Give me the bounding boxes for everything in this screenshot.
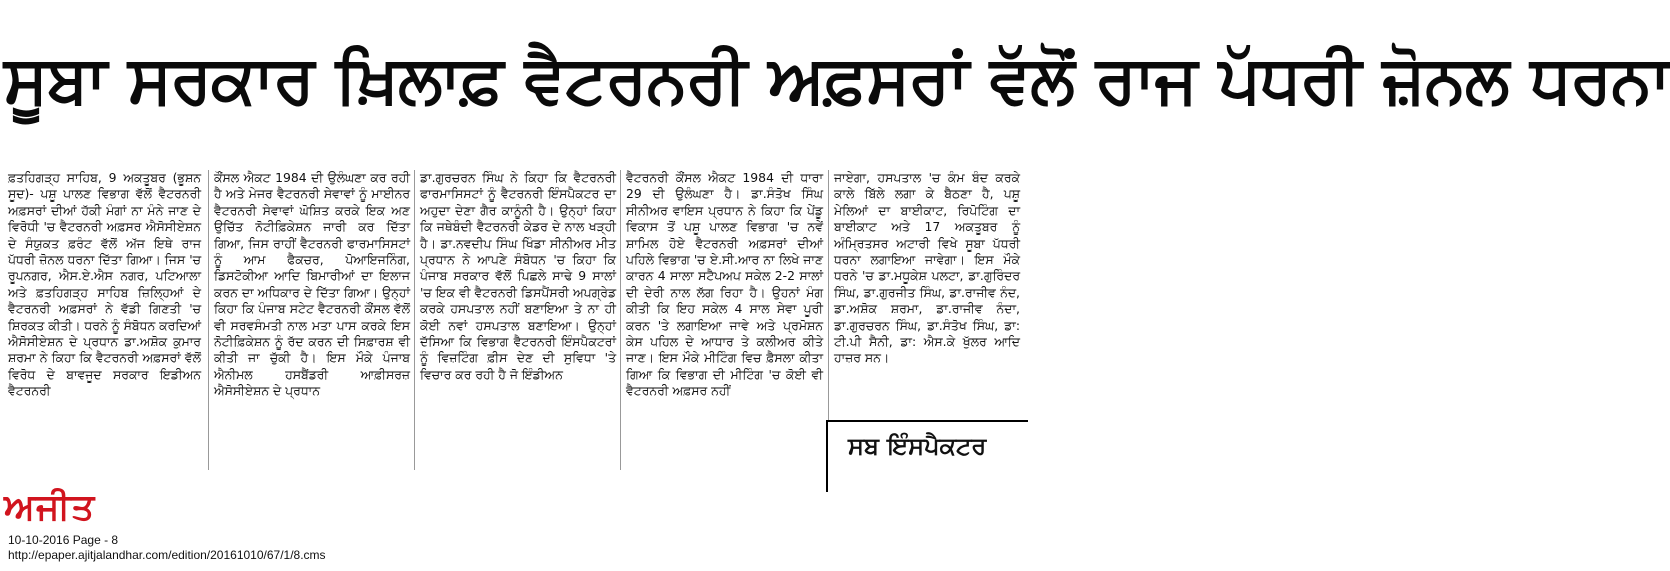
next-article-heading: ਸਬ ਇੰਸਪੈਕਟਰ xyxy=(848,432,987,460)
next-article-box xyxy=(826,420,1028,492)
column-divider xyxy=(208,170,209,470)
column-2-text: ਕੌਂਸਲ ਐਕਟ 1984 ਦੀ ਉਲੰਘਣਾ ਕਰ ਰਹੀ ਹੈ ਅਤੇ ਮੇਜਰ ਵੈਟਰਨਰੀ ਸੇਵਾਵਾਂ ਨੂੰ ਮਾਈਨਰ ਵੈਟਰਨਰੀ ਸੇਵਾਵਾਂ ਘੋਸ਼ਿਤ ਕਰਕੇ ਇਕ ਅਣ ਉਚਿੱਤ ਨੋਟੀਫ਼ਿਕੇਸ਼ਨ ਜਾਰੀ ਕਰ ਦਿੱਤਾ ਗਿਆ, ਜਿਸ ਰਾਹੀਂ ਵੈਟਰਨਰੀ ਫਾਰਮਾਸਿਸਟਾਂ ਨੂੰ ਆਮ ਫੈਕਚਰ, ਪੋਆਇਜਨਿੰਗ, ਡਿਸਟੋਕੀਆ ਆਦਿ ਬਿਮਾਰੀਆਂ ਦਾ ਇਲਾਜ ਕਰਨ ਦਾ ਅਧਿਕਾਰ ਦੇ ਦਿੱਤਾ ਗਿਆ। ਉਨ੍ਹਾਂ ਕਿਹਾ ਕਿ ਪੰਜਾਬ ਸਟੇਟ ਵੈਟਰਨਰੀ ਕੌਂਸਲ ਵੱਲੋਂ ਵੀ ਸਰਵਸੰਮਤੀ ਨਾਲ ਮਤਾ ਪਾਸ ਕਰਕੇ ਇਸ ਨੋਟੀਫ਼ਿਕੇਸ਼ਨ ਨੂੰ ਰੱਦ ਕਰਨ ਦੀ ਸਿਫ਼ਾਰਸ਼ ਵੀ ਕੀਤੀ ਜਾ ਚੁੱਕੀ ਹੈ। ਇਸ ਮੌਕੇ ਪੰਜਾਬ ਐਨੀਮਲ ਹਸਬੈਂਡਰੀ ਆਫ਼ੀਸਰਜ਼ ਐਸੋਸੀਏਸ਼ਨ ਦੇ ਪ੍ਰਧਾਨ xyxy=(214,170,410,399)
article-column-2 xyxy=(214,170,410,470)
article-column-3 xyxy=(420,170,616,470)
column-4-text: ਵੈਟਰਨਰੀ ਕੌਂਸਲ ਐਕਟ 1984 ਦੀ ਧਾਰਾ 29 ਦੀ ਉਲੰਘਣਾ ਹੈ। ਡਾ.ਸੰਤੋਖ ਸਿੰਘ ਸੀਨੀਅਰ ਵਾਇਸ ਪ੍ਰਧਾਨ ਨੇ ਕਿਹਾ ਕਿ ਪੇਂਡੂ ਵਿਕਾਸ ਤੋਂ ਪਸ਼ੂ ਪਾਲਣ ਵਿਭਾਗ 'ਚ ਨਵੇਂ ਸ਼ਾਮਿਲ ਹੋਏ ਵੈਟਰਨਰੀ ਅਫ਼ਸਰਾਂ ਦੀਆਂ ਪਹਿਲੇ ਵਿਭਾਗ 'ਚ ਏ.ਸੀ.ਆਰ ਨਾ ਲਿਖੇ ਜਾਣ ਕਾਰਨ 4 ਸਾਲਾ ਸਟੈਪਅਪ ਸਕੇਲ 2-2 ਸਾਲਾਂ ਦੀ ਦੇਰੀ ਨਾਲ ਲੱਗ ਰਿਹਾ ਹੈ। ਉਹਨਾਂ ਮੰਗ ਕੀਤੀ ਕਿ ਇਹ ਸਕੇਲ 4 ਸਾਲ ਸੇਵਾ ਪੂਰੀ ਕਰਨ 'ਤੇ ਲਗਾਇਆ ਜਾਵੇ ਅਤੇ ਪ੍ਰਮੋਸ਼ਨ ਕੇਸ ਪਹਿਲ ਦੇ ਆਧਾਰ ਤੇ ਕਲੀਅਰ ਕੀਤੇ ਜਾਣ। ਇਸ ਮੌਕੇ ਮੀਟਿੰਗ ਵਿਚ ਫ਼ੈਸਲਾ ਕੀਤਾ ਗਿਆ ਕਿ ਵਿਭਾਗ ਦੀ ਮੀਟਿੰਗ 'ਚ ਕੋਈ ਵੀ ਵੈਟਰਨਰੀ ਅਫ਼ਸਰ ਨਹੀਂ xyxy=(626,170,823,399)
article-column-5 xyxy=(834,170,1020,410)
article-column-4 xyxy=(626,170,823,470)
column-5-text: ਜਾਏਗਾ, ਹਸਪਤਾਲ 'ਚ ਕੰਮ ਬੰਦ ਕਰਕੇ ਕਾਲੇ ਬਿੱਲੇ ਲਗਾ ਕੇ ਬੈਠਣਾ ਹੈ, ਪਸ਼ੂ ਮੇਲਿਆਂ ਦਾ ਬਾਈਕਾਟ, ਰਿਪੋਟਿੰਗ ਦਾ ਬਾਈਕਾਟ ਅਤੇ 17 ਅਕਤੂਬਰ ਨੂੰ ਅੰਮ੍ਰਿਤਸਰ ਅਟਾਰੀ ਵਿਖੇ ਸੂਬਾ ਪੱਧਰੀ ਧਰਨਾ ਲਗਾਇਆ ਜਾਵੇਗਾ। ਇਸ ਮੌਕੇ ਧਰਨੇ 'ਚ ਡਾ.ਮਧੂਕੇਸ਼ ਪਲਟਾ, ਡਾ.ਗੁਰਿੰਦਰ ਸਿੰਘ, ਡਾ.ਗੁਰਜੀਤ ਸਿੰਘ, ਡਾ.ਰਾਜੀਵ ਨੰਦ, ਡਾ.ਅਸ਼ੋਕ ਸ਼ਰਮਾ, ਡਾ.ਰਾਜੀਵ ਨੰਦਾ, ਡਾ.ਗੁਰਚਰਨ ਸਿੰਘ, ਡਾ.ਸੰਤੋਖ ਸਿੰਘ, ਡਾ: ਟੀ.ਪੀ ਸੈਨੀ, ਡਾ: ਐਸ.ਕੇ ਖੁੱਲਰ ਆਦਿ ਹਾਜ਼ਰ ਸਨ। xyxy=(834,170,1020,366)
column-3-text: ਡਾ.ਗੁਰਚਰਨ ਸਿੰਘ ਨੇ ਕਿਹਾ ਕਿ ਵੈਟਰਨਰੀ ਫਾਰਮਾਸਿਸਟਾਂ ਨੂੰ ਵੈਟਰਨਰੀ ਇੰਸਪੈਕਟਰ ਦਾ ਅਹੁਦਾ ਦੇਣਾ ਗੈਰ ਕਾਨੂੰਨੀ ਹੈ। ਉਨ੍ਹਾਂ ਕਿਹਾ ਕਿ ਜਥੇਬੰਦੀ ਵੈਟਰਨਰੀ ਕੇਡਰ ਦੇ ਨਾਲ ਖੜ੍ਹੀ ਹੈ। ਡਾ.ਨਵਦੀਪ ਸਿੰਘ ਖਿੰਡਾ ਸੀਨੀਅਰ ਮੀਤ ਪ੍ਰਧਾਨ ਨੇ ਆਪਣੇ ਸੰਬੋਧਨ 'ਚ ਕਿਹਾ ਕਿ ਪੰਜਾਬ ਸਰਕਾਰ ਵੱਲੋਂ ਪਿਛਲੇ ਸਾਢੇ 9 ਸਾਲਾਂ 'ਚ ਇਕ ਵੀ ਵੈਟਰਨਰੀ ਡਿਸਪੈਂਸਰੀ ਅਪਗ੍ਰੇਡ ਕਰਕੇ ਹਸਪਤਾਲ ਨਹੀਂ ਬਣਾਇਆ ਤੇ ਨਾ ਹੀ ਕੋਈ ਨਵਾਂ ਹਸਪਤਾਲ ਬਣਾਇਆ। ਉਨ੍ਹਾਂ ਦੱਸਿਆ ਕਿ ਵਿਭਾਗ ਵੈਟਰਨਰੀ ਇੰਸਪੈਕਟਰਾਂ ਨੂੰ ਵਿਜ਼ਟਿੰਗ ਫ਼ੀਸ ਦੇਣ ਦੀ ਸੁਵਿਧਾ 'ਤੇ ਵਿਚਾਰ ਕਰ ਰਹੀ ਹੈ ਜੋ ਇੰਡੀਅਨ xyxy=(420,170,616,382)
article-column-1 xyxy=(8,170,201,470)
column-1-text: ਫ਼ਤਹਿਗੜ੍ਹ ਸਾਹਿਬ, 9 ਅਕਤੂਬਰ (ਭੂਸ਼ਨ ਸੂਦ)- ਪਸ਼ੂ ਪਾਲਣ ਵਿਭਾਗ ਵੱਲੋਂ ਵੈਟਰਨਰੀ ਅਫ਼ਸਰਾਂ ਦੀਆਂ ਹੱਕੀ ਮੰਗਾਂ ਨਾ ਮੰਨੇ ਜਾਣ ਦੇ ਵਿਰੋਧੀ 'ਚ ਵੈਟਰਨਰੀ ਅਫ਼ਸਰ ਐਸੋਸੀਏਸ਼ਨ ਦੇ ਸੰਯੁਕਤ ਫ਼ਰੰਟ ਵੱਲੋਂ ਅੱਜ ਇਥੇ ਰਾਜ ਪੱਧਰੀ ਜ਼ੋਨਲ ਧਰਨਾ ਦਿੱਤਾ ਗਿਆ। ਜਿਸ 'ਚ ਰੂਪਨਗਰ, ਐਸ.ਏ.ਐਸ ਨਗਰ, ਪਟਿਆਲਾ ਅਤੇ ਫ਼ਤਹਿਗੜ੍ਹ ਸਾਹਿਬ ਜ਼ਿਲ੍ਹਿਆਂ ਦੇ ਵੈਟਰਨਰੀ ਅਫ਼ਸਰਾਂ ਨੇ ਵੱਡੀ ਗਿਣਤੀ 'ਚ ਸ਼ਿਰਕਤ ਕੀਤੀ। ਧਰਨੇ ਨੂੰ ਸੰਬੋਧਨ ਕਰਦਿਆਂ ਐਸੋਸੀਏਸ਼ਨ ਦੇ ਪ੍ਰਧਾਨ ਡਾ.ਅਸ਼ੋਕ ਕੁਮਾਰ ਸ਼ਰਮਾ ਨੇ ਕਿਹਾ ਕਿ ਵੈਟਰਨਰੀ ਅਫ਼ਸਰਾਂ ਵੱਲੋਂ ਵਿਰੋਧ ਦੇ ਬਾਵਜੂਦ ਸਰਕਾਰ ਇਡੀਅਨ ਵੈਟਰਨਰੀ xyxy=(8,170,201,399)
column-divider xyxy=(620,170,621,470)
ajit-logo: ਅਜੀਤ xyxy=(4,487,96,528)
source-url[interactable]: http://epaper.ajitjalandhar.com/edition/20161010/67/1/8.cms xyxy=(8,548,326,562)
column-divider xyxy=(414,170,415,470)
date-page-label: 10-10-2016 Page - 8 xyxy=(8,533,119,547)
headline: ਸੂਬਾ ਸਰਕਾਰ ਖ਼ਿਲਾਫ਼ ਵੈਟਰਨਰੀ ਅਫ਼ਸਰਾਂ ਵੱਲੋਂ ਰਾਜ ਪੱਧਰੀ ਜ਼ੋਨਲ ਧਰਨਾ xyxy=(4,41,1670,118)
